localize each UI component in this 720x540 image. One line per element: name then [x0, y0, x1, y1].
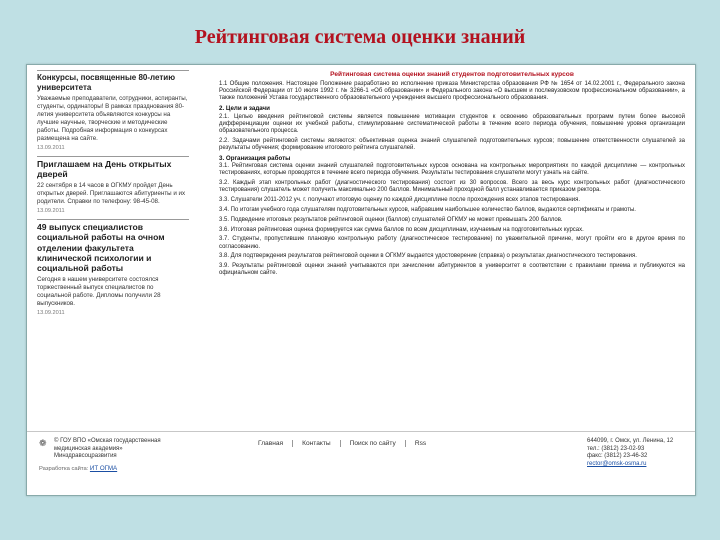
paragraph: 1.1 Общие положения. Настоящее Положение разработано во исполнение приказа Министерства образования РФ № 1654 от 14.02.2001 г., Федерального закона Российской Федерации от 10 июля 1992 г. № 3266-1 «Об образовании» и Федерального закона «О высшем и послевузовском профессиональном образовании», а также положений Устава государственного образовательного учреждения высшего профессионального образования.	[219, 81, 685, 102]
news-item	[37, 219, 189, 317]
paragraph: 2.2. Задачами рейтинговой системы являются: объективная оценка знаний слушателей подготовительных курсов; повышение ответственности слушателей за результаты обучения; формирование итогового рейтинга слушателей.	[219, 137, 685, 152]
paragraph: 3.8. Для подтверждения результатов рейтинговой оценки в ОГКМУ выдается удостоверение (справка) о результатах диагностического тестирования.	[219, 253, 637, 260]
developer-label: Разработка сайта:	[39, 466, 89, 473]
footer-fax: факс: (3812) 23-46-32	[587, 453, 648, 460]
footer-nav-search[interactable]: Поиск по сайту	[341, 440, 406, 447]
footer-email[interactable]: rector@omsk-osma.ru	[587, 460, 647, 467]
document-title: Рейтинговая система оценки знаний студентов подготовительных курсов	[330, 71, 574, 78]
paragraph: 2.1. Целью введения рейтинговой системы является повышение мотивации студентов к освоению образовательных программ путем более высокой дифференциации оценки их учебной работы, стимулирование систематической работы в течение всего периода обучения, повышение уровня организации образовательного процесса.	[219, 113, 685, 135]
news-text: Сегодня в нашем университете состоялся торжественный выпуск специалистов по социальной работе. Дипломы получили 28 выпускников.	[37, 275, 161, 307]
paragraph: 3.2. Каждый этап контрольных работ (диагностического тестирования) состоит из 30 вопросов. Всего за весь курс контрольных работ (диагностического тестирования) слушатель может получить максимально 200 баллов. Минимальный проходной балл устанавливается приказом ректора.	[219, 180, 685, 194]
footer-nav	[249, 440, 435, 447]
developer-link[interactable]: ИТ ОГМА	[89, 465, 118, 473]
footer-contacts	[587, 438, 687, 468]
document-body	[219, 81, 685, 278]
news-date: 13.09.2011	[37, 145, 65, 151]
emblem-icon: ❁	[39, 438, 47, 448]
news-heading[interactable]: 49 выпуск специалистов социальной работы на очном отделении факультета клинической психологии и социальной работы	[37, 219, 189, 274]
paragraph: 3.9. Результаты рейтинговой оценки знаний учитываются при зачислении абитуриентов в университет в соответствии с правилами приема и публикуются на официальном сайте.	[219, 263, 685, 277]
footer-org	[39, 438, 189, 473]
footer-nav-contacts[interactable]: Контакты	[293, 440, 340, 447]
document-content	[219, 71, 685, 435]
news-item	[37, 156, 189, 215]
footer-developer	[39, 465, 189, 473]
paragraph: 3.7. Студенты, пропустившие плановую контрольную работу (диагностическое тестирование) по уважительной причине, могут пройти его в другое время по согласованию.	[219, 236, 685, 250]
paragraph: 3.3. Слушатели 2011-2012 уч. г. получают итоговую оценку по каждой дисциплине после прохождения всех этапов тестирования.	[219, 197, 580, 204]
footer-phone: тел.: (3812) 23-02-93	[587, 445, 645, 452]
section-heading: 2. Цели и задачи	[219, 105, 270, 113]
news-heading[interactable]: Приглашаем на День открытых дверей	[37, 156, 189, 180]
slide-title: Рейтинговая система оценки знаний	[194, 26, 526, 48]
footer-org-name: © ГОУ ВПО «Омская государственная медицинская академия» Минздравсоцразвития	[54, 438, 161, 460]
site-footer	[27, 431, 695, 496]
news-text: Уважаемые преподаватели, сотрудники, аспиранты, студенты, ординаторы! В рамках празднования 80-летия университета объявляются конкурсы на лучшие научные, творческие и методические работы. Подробная информация о конкурсах размещена на сайте.	[37, 95, 188, 142]
footer-nav-rss[interactable]: Rss	[414, 440, 427, 447]
paragraph: 3.1. Рейтинговая система оценки знаний слушателей подготовительных курсов основана на контрольных мероприятиях по каждой дисциплине — контрольных тестированиях, которые проводятся в течение всего периода обучения. Результаты тестирования слушатели могут узнать на сайте.	[219, 163, 685, 177]
news-text: 22 сентября в 14 часов в ОГКМУ пройдет День открытых дверей. Приглашаются абитуриенты и их родители. Справки по телефону: 98-45-08.	[37, 181, 186, 205]
news-date: 13.09.2011	[37, 309, 65, 316]
news-date: 13.09.2011	[37, 207, 65, 214]
news-sidebar	[37, 70, 189, 435]
paragraph: 3.4. По итогам учебного года слушателям подготовительных курсов, набравшим наибольшее количество баллов, выдаются сертификаты и грамоты.	[219, 207, 636, 214]
paragraph: 3.6. Итоговая рейтинговая оценка формируется как сумма баллов по всем дисциплинам, изучаемым на подготовительных курсах.	[219, 226, 584, 233]
news-heading[interactable]: Конкурсы, посвященные 80-летию университета	[37, 70, 189, 93]
footer-nav-home[interactable]: Главная	[249, 440, 293, 447]
news-item	[37, 70, 189, 152]
paragraph: 3.5. Подведение итоговых результатов рейтинговой оценки (баллов) слушателей ОГКМУ не может превышать 200 баллов.	[219, 216, 563, 223]
section-heading: 3. Организация работы	[219, 154, 291, 162]
website-screenshot	[26, 64, 696, 496]
footer-address: 644099, г. Омск, ул. Ленина, 12	[587, 438, 674, 444]
